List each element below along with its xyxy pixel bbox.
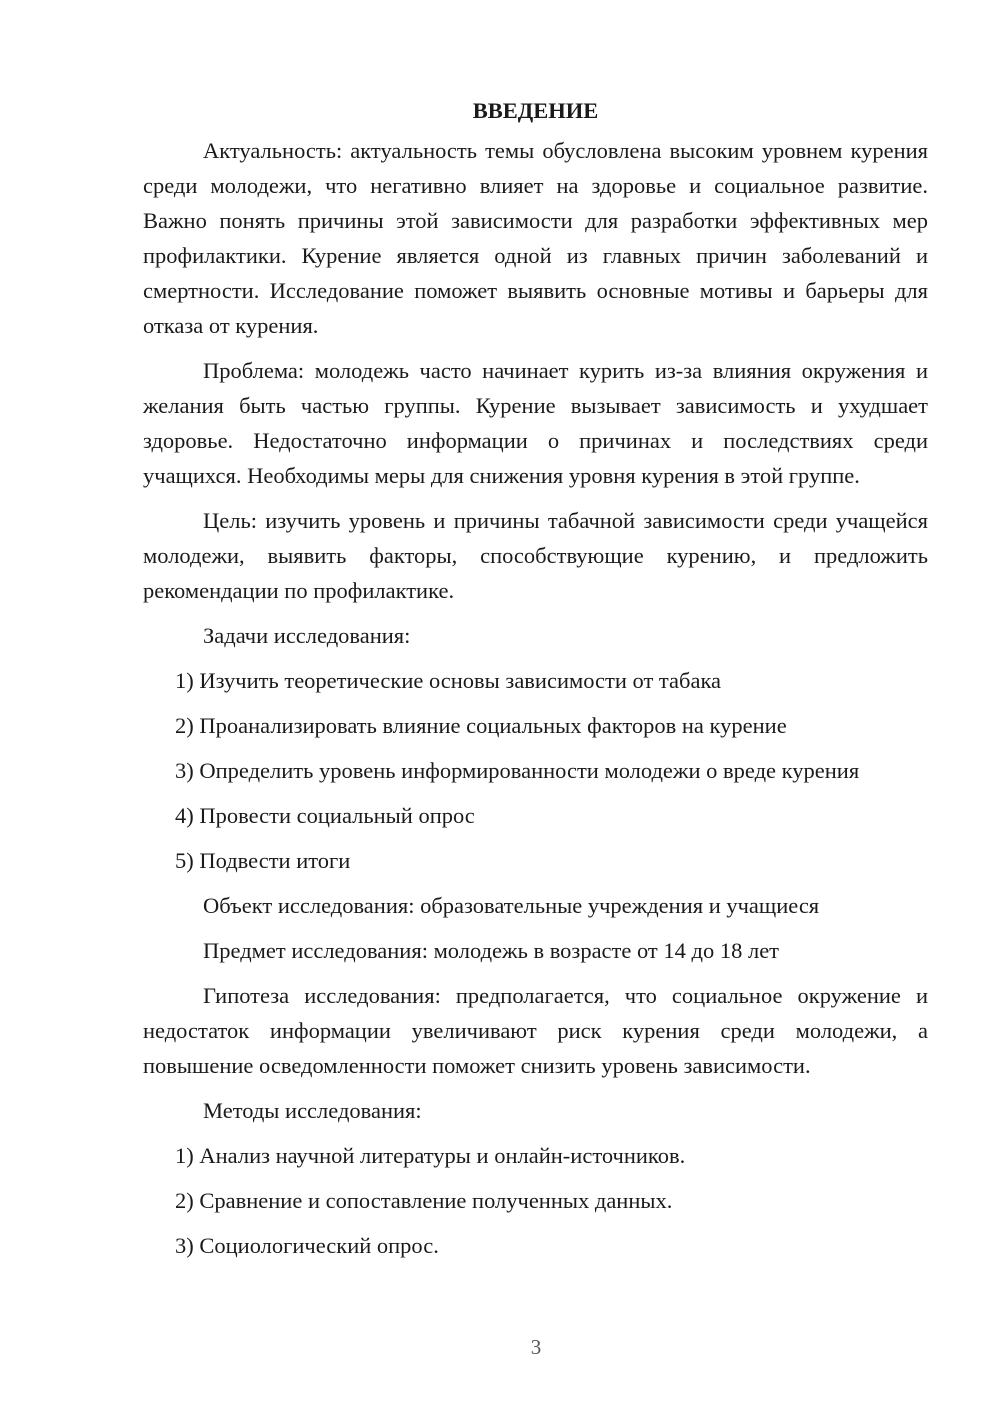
research-subject: Предмет исследования: молодежь в возрасте от 14 до 18 лет (203, 938, 780, 963)
goal-paragraph: Цель: изучить уровень и причины табачной зависимости среди учащейся молодежи, выявить факторы, способствующие курению, и предложить рекомендации по профилактике. (143, 508, 928, 603)
task-item-1: 1) Изучить теоретические основы зависимости от табака (175, 668, 722, 693)
page-number: 3 (530, 1335, 542, 1359)
hypothesis-paragraph: Гипотеза исследования: предполагается, что социальное окружение и недостаток информации увеличивают риск курения среди молодежи, а повышение осведомленности поможет снизить уровень зависимости. (143, 983, 928, 1078)
problem-paragraph: Проблема: молодежь часто начинает курить из-за влияния окружения и желания быть частью группы. Курение вызывает зависимость и ухудшает здоровье. Недостаточно информации о причинах и последствиях среди учащихся. Необходимы меры для снижения уровня курения в этой группе. (143, 358, 928, 488)
tasks-list (143, 663, 928, 878)
tasks-heading: Задачи исследования: (203, 623, 411, 648)
methods-list (143, 1138, 928, 1263)
method-item-1: 1) Анализ научной литературы и онлайн-источников. (175, 1143, 686, 1168)
method-item-2: 2) Сравнение и сопоставление полученных данных. (175, 1188, 673, 1213)
task-item-4: 4) Провести социальный опрос (175, 803, 475, 828)
methods-heading: Методы исследования: (203, 1098, 422, 1123)
task-item-5: 5) Подвести итоги (175, 848, 351, 873)
section-title: ВВЕДЕНИЕ (472, 98, 599, 123)
task-item-3: 3) Определить уровень информированности молодежи о вреде курения (175, 758, 860, 783)
method-item-3: 3) Социологический опрос. (175, 1233, 439, 1258)
task-item-2: 2) Проанализировать влияние социальных факторов на курение (175, 713, 787, 738)
relevance-paragraph: Актуальность: актуальность темы обусловлена высоким уровнем курения среди молодежи, что негативно влияет на здоровье и социальное развитие. Важно понять причины этой зависимости для разработки эффективных мер профилактики. Курение является одной из главных причин заболеваний и смертности. Исследование поможет выявить основные мотивы и барьеры для отказа от курения. (143, 138, 928, 338)
document-body (143, 93, 928, 1273)
research-object: Объект исследования: образовательные учреждения и учащиеся (203, 893, 820, 918)
